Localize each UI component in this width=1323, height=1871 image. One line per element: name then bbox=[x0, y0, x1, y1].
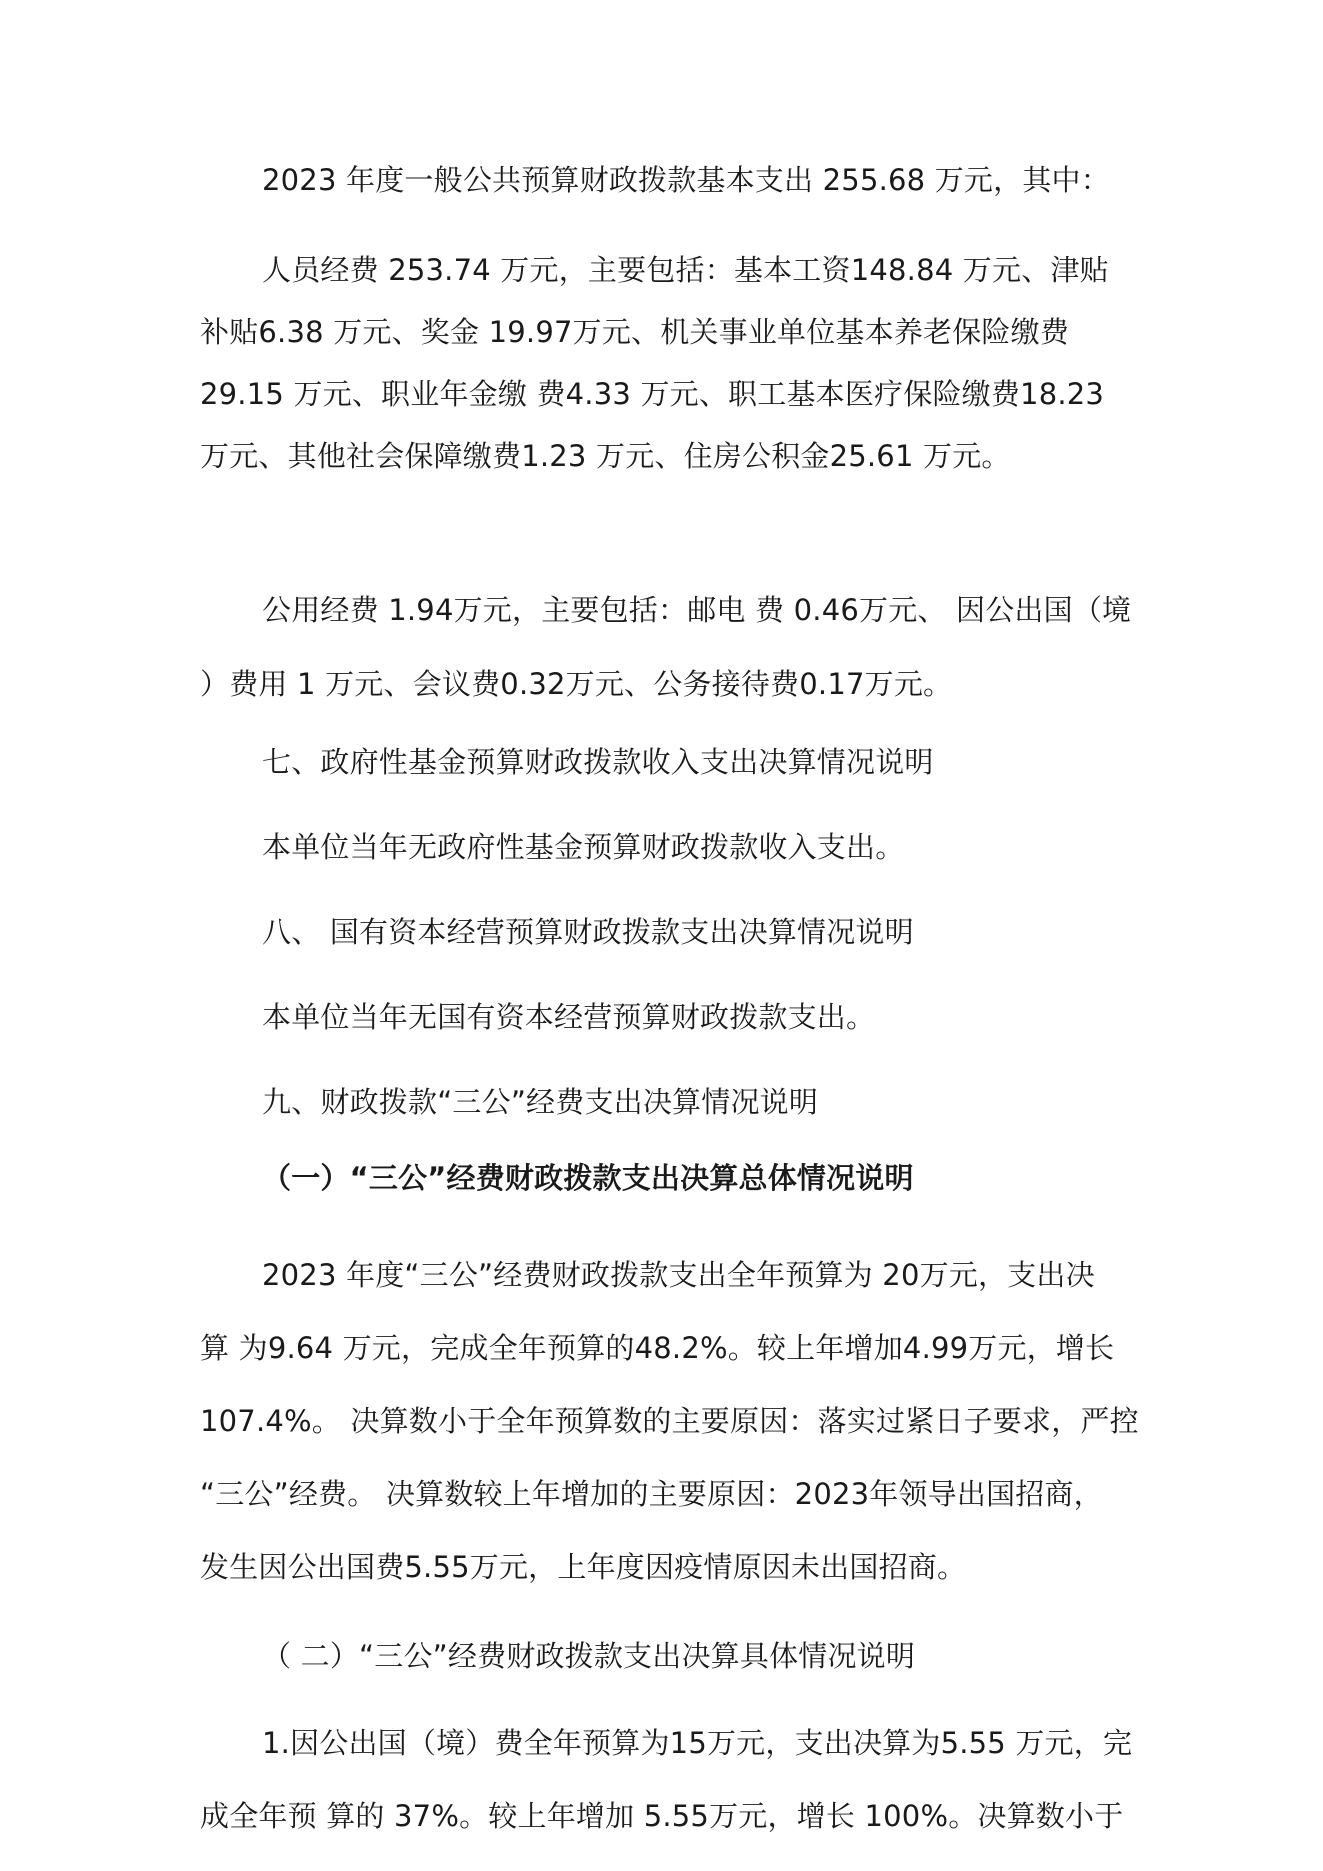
paragraph-travel-line-1: 1.因公出国（境）费全年预算为15万元，支出决算为5.55 万元，完 bbox=[262, 1726, 1133, 1760]
paragraph-personnel-line-4: 万元、其他社会保障缴费1.23 万元、住房公积金25.61 万元。 bbox=[200, 439, 1011, 473]
paragraph-public-line-2: ）费用 1 万元、会议费0.32万元、公务接待费0.17万元。 bbox=[200, 667, 953, 701]
paragraph-travel-line-2: 成全年预 算的 37%。较上年增加 5.55万元，增长 100%。决算数小于 bbox=[200, 1799, 1124, 1833]
paragraph-personnel-line-3: 29.15 万元、职业年金缴 费4.33 万元、职工基本医疗保险缴费18.23 bbox=[200, 377, 1105, 411]
paragraph-basic-expenditure: 2023 年度一般公共预算财政拨款基本支出 255.68 万元，其中： bbox=[262, 163, 1110, 197]
section-heading-9: 九、财政拨款“三公”经费支出决算情况说明 bbox=[262, 1085, 819, 1119]
paragraph-public-line-1: 公用经费 1.94万元，主要包括：邮电 费 0.46万元、 因公出国（境 bbox=[262, 593, 1132, 627]
paragraph-overall-line-4: “三公”经费。 决算数较上年增加的主要原因：2023年领导出国招商， bbox=[200, 1477, 1103, 1511]
subsection-heading-1: （一）“三公”经费财政拨款支出决算总体情况说明 bbox=[262, 1161, 914, 1195]
paragraph-personnel-line-2: 补贴6.38 万元、奖金 19.97万元、机关事业单位基本养老保险缴费 bbox=[200, 315, 1070, 349]
section-heading-8: 八、 国有资本经营预算财政拨款支出决算情况说明 bbox=[262, 915, 914, 949]
section-heading-7: 七、政府性基金预算财政拨款收入支出决算情况说明 bbox=[262, 745, 934, 779]
paragraph-overall-line-1: 2023 年度“三公”经费财政拨款支出全年预算为 20万元，支出决 bbox=[262, 1258, 1095, 1292]
section-7-text: 本单位当年无政府性基金预算财政拨款收入支出。 bbox=[262, 830, 905, 864]
subsection-heading-2: （ 二）“三公”经费财政拨款支出决算具体情况说明 bbox=[262, 1639, 916, 1673]
paragraph-personnel-line-1: 人员经费 253.74 万元，主要包括：基本工资148.84 万元、津贴 bbox=[262, 253, 1109, 287]
paragraph-overall-line-5: 发生因公出国费5.55万元，上年度因疫情原因未出国招商。 bbox=[200, 1550, 967, 1584]
paragraph-overall-line-2: 算 为9.64 万元，完成全年预算的48.2%。较上年增加4.99万元，增长 bbox=[200, 1331, 1115, 1365]
section-8-text: 本单位当年无国有资本经营预算财政拨款支出。 bbox=[262, 1000, 876, 1034]
paragraph-overall-line-3: 107.4%。 决算数小于全年预算数的主要原因：落实过紧日子要求，严控 bbox=[200, 1404, 1139, 1438]
